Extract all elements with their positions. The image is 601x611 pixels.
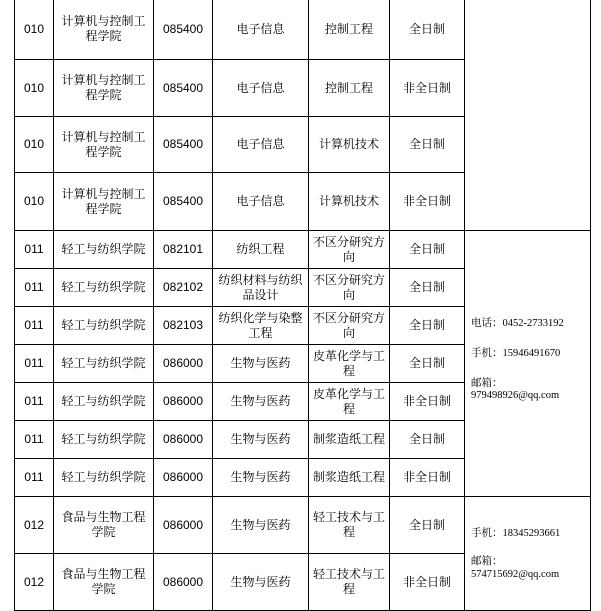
major-code: 085400: [154, 0, 213, 60]
dept-name: 轻工与纺织学院: [54, 383, 154, 421]
major-code: 082101: [154, 231, 213, 269]
study-mode: 非全日制: [390, 173, 465, 231]
dept-code: 010: [15, 173, 54, 231]
study-mode: 全日制: [390, 421, 465, 459]
contact-email: 574715692@qq.com: [471, 569, 560, 580]
major-code: 082102: [154, 269, 213, 307]
dept-name: 轻工与纺织学院: [54, 269, 154, 307]
major-code: 086000: [154, 421, 213, 459]
dept-code: 012: [15, 554, 54, 611]
research-direction: 皮革化学与工程: [309, 383, 390, 421]
contact-phone: 电话：0452-2733192: [471, 318, 564, 329]
research-direction: 制浆造纸工程: [309, 421, 390, 459]
research-direction: 计算机技术: [309, 117, 390, 173]
contact-email-label: 邮箱：: [471, 556, 503, 567]
major-name: 电子信息: [213, 60, 309, 117]
dept-code: 010: [15, 117, 54, 173]
dept-code: 010: [15, 0, 54, 60]
dept-name: 食品与生物工程学院: [54, 554, 154, 611]
study-mode: 非全日制: [390, 554, 465, 611]
study-mode: 全日制: [390, 307, 465, 345]
major-name: 纺织化学与染整工程: [213, 307, 309, 345]
research-direction: 控制工程: [309, 0, 390, 60]
dept-code: 010: [15, 60, 54, 117]
study-mode: 非全日制: [390, 60, 465, 117]
research-direction: 不区分研究方向: [309, 231, 390, 269]
major-code: 086000: [154, 459, 213, 497]
study-mode: 非全日制: [390, 383, 465, 421]
research-direction: 计算机技术: [309, 173, 390, 231]
study-mode: 全日制: [390, 117, 465, 173]
dept-code: 011: [15, 269, 54, 307]
major-name: 生物与医药: [213, 421, 309, 459]
dept-name: 计算机与控制工程学院: [54, 117, 154, 173]
contact-cell-computer: [465, 0, 591, 231]
study-mode: 全日制: [390, 231, 465, 269]
study-mode: 全日制: [390, 497, 465, 554]
dept-name: 轻工与纺织学院: [54, 345, 154, 383]
dept-name: 轻工与纺织学院: [54, 421, 154, 459]
dept-code: 011: [15, 421, 54, 459]
major-name: 生物与医药: [213, 554, 309, 611]
major-code: 086000: [154, 383, 213, 421]
major-name: 纺织工程: [213, 231, 309, 269]
study-mode: 全日制: [390, 269, 465, 307]
major-name: 生物与医药: [213, 383, 309, 421]
dept-name: 食品与生物工程学院: [54, 497, 154, 554]
major-code: 085400: [154, 173, 213, 231]
research-direction: 皮革化学与工程: [309, 345, 390, 383]
major-name: 生物与医药: [213, 497, 309, 554]
major-name: 纺织材料与纺织品设计: [213, 269, 309, 307]
contact-email: 979498926@qq.com: [471, 390, 560, 401]
dept-code: 011: [15, 383, 54, 421]
dept-code: 011: [15, 231, 54, 269]
dept-name: 计算机与控制工程学院: [54, 173, 154, 231]
table-row: [15, 497, 591, 554]
major-code: 085400: [154, 117, 213, 173]
major-code: 086000: [154, 554, 213, 611]
research-direction: 轻工技术与工程: [309, 497, 390, 554]
major-code: 085400: [154, 60, 213, 117]
contact-cell-textile: [465, 231, 591, 497]
contact-mobile: 手机：15946491670: [471, 348, 561, 359]
major-name: 电子信息: [213, 117, 309, 173]
major-name: 电子信息: [213, 0, 309, 60]
research-direction: 不区分研究方向: [309, 269, 390, 307]
study-mode: 全日制: [390, 0, 465, 60]
major-name: 生物与医药: [213, 459, 309, 497]
research-direction: 不区分研究方向: [309, 307, 390, 345]
contact-cell-food: [465, 497, 591, 611]
dept-name: 轻工与纺织学院: [54, 231, 154, 269]
contact-mobile: 手机：18345293661: [471, 528, 561, 539]
dept-code: 011: [15, 307, 54, 345]
dept-name: 计算机与控制工程学院: [54, 60, 154, 117]
major-name: 生物与医药: [213, 345, 309, 383]
program-table: [14, 0, 591, 611]
research-direction: 制浆造纸工程: [309, 459, 390, 497]
dept-code: 012: [15, 497, 54, 554]
contact-email-label: 邮箱：: [471, 378, 503, 389]
dept-name: 轻工与纺织学院: [54, 307, 154, 345]
major-code: 082103: [154, 307, 213, 345]
table-row: [15, 231, 591, 269]
dept-code: 011: [15, 459, 54, 497]
table-row: [15, 0, 591, 60]
major-code: 086000: [154, 497, 213, 554]
dept-code: 011: [15, 345, 54, 383]
major-code: 086000: [154, 345, 213, 383]
research-direction: 轻工技术与工程: [309, 554, 390, 611]
research-direction: 控制工程: [309, 60, 390, 117]
dept-name: 轻工与纺织学院: [54, 459, 154, 497]
major-name: 电子信息: [213, 173, 309, 231]
study-mode: 非全日制: [390, 459, 465, 497]
study-mode: 全日制: [390, 345, 465, 383]
dept-name: 计算机与控制工程学院: [54, 0, 154, 60]
